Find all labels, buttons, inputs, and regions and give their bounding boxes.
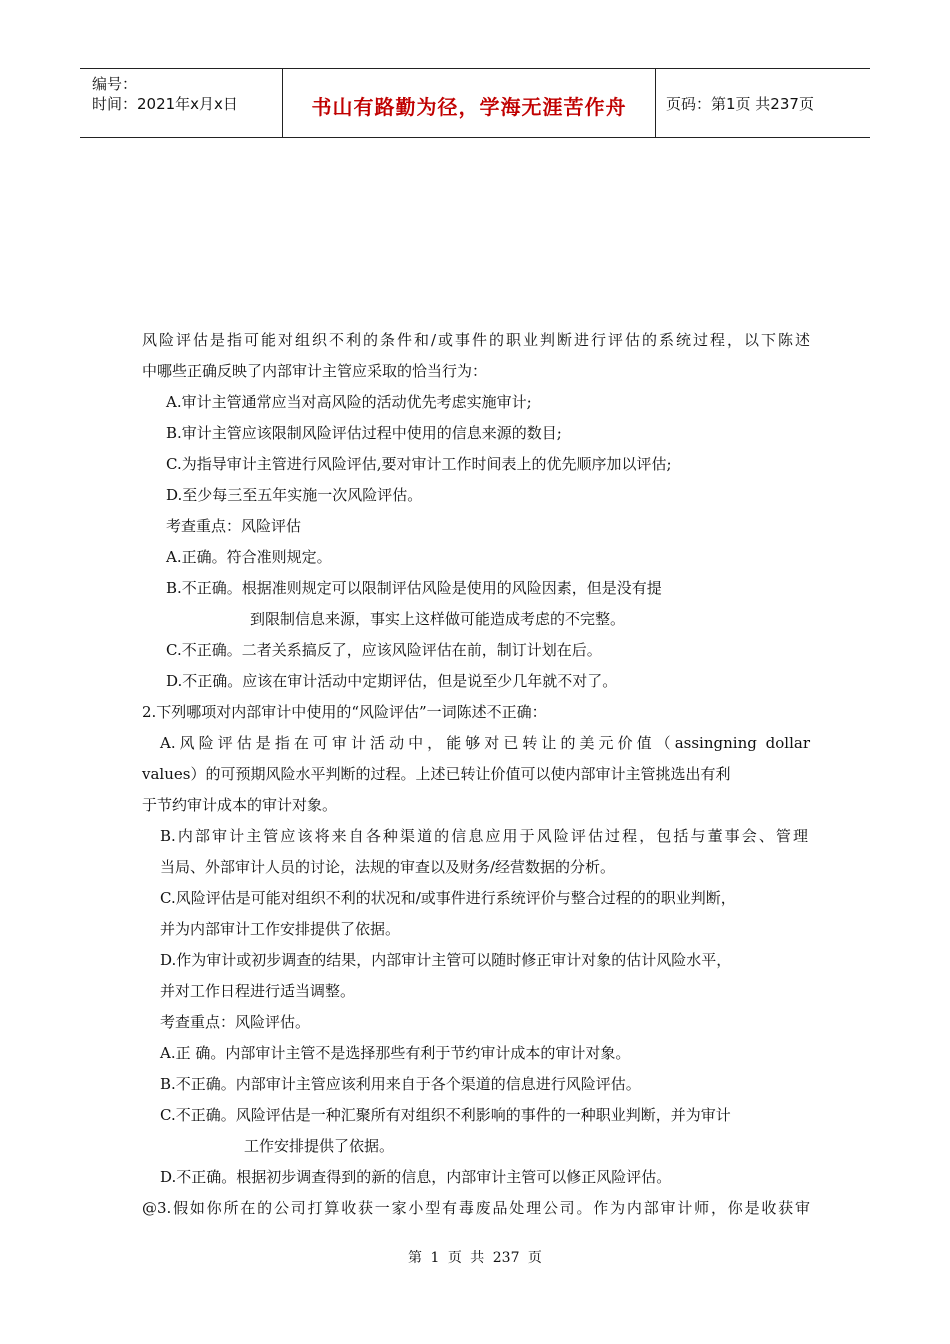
body-line: B.审计主管应该限制风险评估过程中使用的信息来源的数目; [166, 424, 562, 442]
body-line: 风险评估是指可能对组织不利的条件和/或事件的职业判断进行评估的系统过程，以下陈述 [142, 331, 810, 349]
date-label: 时间：2021年x月x日 [92, 95, 238, 113]
header-page-cell [656, 69, 870, 137]
header-page-info: 页码：第1页 共237页 [666, 95, 814, 113]
body-line: D.作为审计或初步调查的结果，内部审计主管可以随时修正审计对象的估计风险水平， [160, 951, 732, 969]
body-line: 当局、外部审计人员的讨论，法规的审查以及财务/经营数据的分析。 [160, 858, 616, 876]
body-line: D.至少每三至五年实施一次风险评估。 [166, 486, 423, 504]
document-header [80, 68, 870, 138]
body-line: A.正 确。内部审计主管不是选择那些有利于节约审计成本的审计对象。 [160, 1044, 631, 1062]
header-motto-cell [282, 69, 656, 137]
body-line: C.不正确。风险评估是一种汇聚所有对组织不利影响的事件的一种职业判断，并为审计 [160, 1106, 731, 1124]
body-line: A.审计主管通常应当对高风险的活动优先考虑实施审计; [166, 393, 532, 411]
body-line: 中哪些正确反映了内部审计主管应采取的恰当行为： [142, 362, 488, 380]
body-line: 并为内部审计工作安排提供了依据。 [160, 920, 401, 938]
body-line: C.为指导审计主管进行风险评估,要对审计工作时间表上的优先顺序加以评估; [166, 455, 672, 473]
body-line: D.不正确。应该在审计活动中定期评估，但是说至少几年就不对了。 [166, 672, 618, 690]
body-line: 考查重点：风险评估。 [160, 1013, 311, 1031]
page-footer: 第 1 页 共 237 页 [408, 1250, 542, 1266]
body-line: values）的可预期风险水平判断的过程。上述已转让价值可以使内部审计主管挑选出有利 [142, 765, 731, 783]
body-line: C.不正确。二者关系搞反了，应该风险评估在前，制订计划在后。 [166, 641, 602, 659]
body-line: C.风险评估是可能对组织不利的状况和/或事件进行系统评价与整合过程的的职业判断， [160, 889, 736, 907]
body-line: 考查重点：风险评估 [166, 517, 302, 535]
body-line: A.风险评估是指在可审计活动中，能够对已转让的美元价值（assingning dollar [160, 734, 810, 752]
body-line: D.不正确。根据初步调查得到的新的信息，内部审计主管可以修正风险评估。 [160, 1168, 672, 1186]
number-label: 编号： [92, 75, 138, 93]
body-line: B.内部审计主管应该将来自各种渠道的信息应用于风险评估过程，包括与董事会、管理 [160, 827, 808, 845]
body-line: A.正确。符合准则规定。 [166, 548, 332, 566]
header-left-cell [80, 69, 282, 137]
body-line: 于节约审计成本的审计对象。 [142, 796, 338, 814]
body-line: B.不正确。根据准则规定可以限制评估风险是使用的风险因素，但是没有提 [166, 579, 662, 597]
body-line: 2.下列哪项对内部审计中使用的“风险评估”一词陈述不正确： [142, 703, 547, 721]
body-line: 到限制信息来源，事实上这样做可能造成考虑的不完整。 [250, 610, 626, 628]
body-line: @3.假如你所在的公司打算收获一家小型有毒废品处理公司。作为内部审计师，你是收获审 [142, 1199, 810, 1217]
header-motto: 书山有路勤为径，学海无涯苦作舟 [311, 95, 627, 119]
body-line: 工作安排提供了依据。 [244, 1137, 395, 1155]
body-line: 并对工作日程进行适当调整。 [160, 982, 356, 1000]
body-line: B.不正确。内部审计主管应该利用来自于各个渠道的信息进行风险评估。 [160, 1075, 641, 1093]
